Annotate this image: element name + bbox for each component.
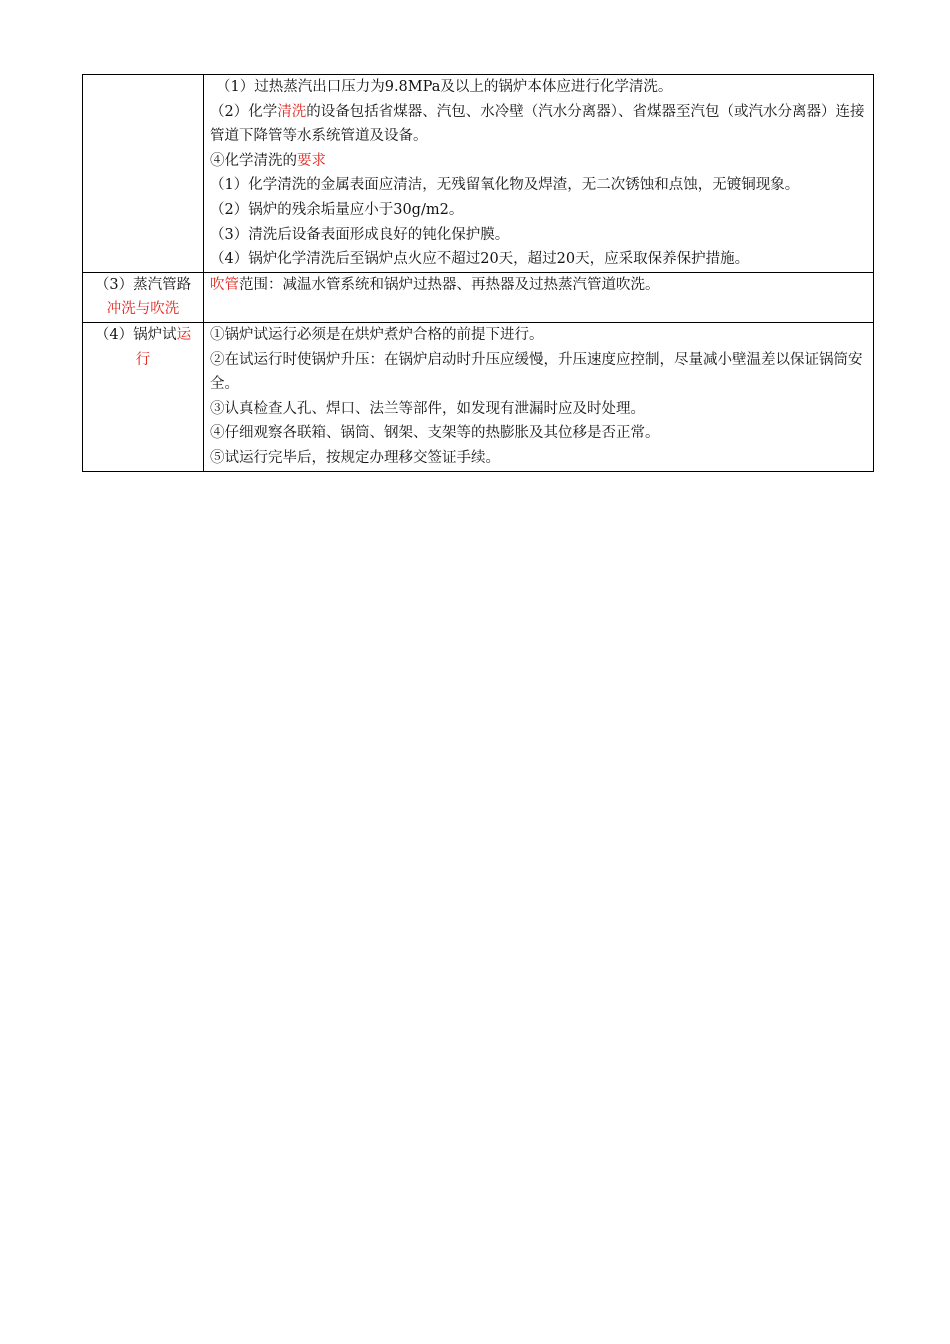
- text-line: [210, 323, 867, 348]
- highlight-segment: 吹管: [210, 276, 239, 293]
- text-line: [210, 446, 867, 471]
- row-body-chemical-cleaning: [204, 75, 874, 273]
- text-segment: （2）化学: [210, 103, 278, 120]
- text-segment: （3）清洗后设备表面形成良好的钝化保护膜。: [210, 226, 510, 243]
- text-segment: ②在试运行时使锅炉升压：在锅炉启动时升压应缓慢，升压速度应控制，尽量减小壁温差以保证锅筒安全。: [210, 351, 863, 393]
- text-segment: ①锅炉试运行必须是在烘炉煮炉合格的前提下进行。: [210, 326, 544, 343]
- row-body-trial-run: [204, 322, 874, 471]
- text-segment: （2）锅炉的残余垢量应小于30g/m2。: [210, 201, 464, 218]
- text-line: [210, 247, 867, 272]
- text-segment: ④化学清洗的: [210, 152, 297, 169]
- row-label-steam-pipe: [83, 272, 204, 322]
- content-table: [82, 74, 874, 472]
- label-text: （3）蒸汽管路: [94, 276, 192, 293]
- highlight-segment: 要求: [297, 152, 326, 169]
- text-line: [210, 149, 867, 174]
- table-row-chemical-cleaning: [83, 75, 874, 273]
- label-text: （4）锅炉试: [94, 326, 177, 343]
- row-label-empty: [83, 75, 204, 273]
- text-segment: （4）锅炉化学清洗后至锅炉点火应不超过20天，超过20天，应采取保养保护措施。: [210, 251, 750, 268]
- text-line: [210, 198, 867, 223]
- text-line: [210, 223, 867, 248]
- text-segment: ⑤试运行完毕后，按规定办理移交签证手续。: [210, 449, 500, 466]
- text-line: [210, 173, 867, 198]
- label-highlight: 冲洗与吹洗: [106, 301, 180, 318]
- text-line: [210, 100, 867, 149]
- text-line: [210, 421, 867, 446]
- text-line: [210, 75, 867, 100]
- text-segment: （1）过热蒸汽出口压力为9.8MPa及以上的锅炉本体应进行化学清洗。: [216, 79, 673, 95]
- highlight-segment: 清洗: [277, 103, 307, 120]
- text-line: [210, 397, 867, 422]
- label-line: [89, 323, 197, 372]
- table-row-boiler-trial-run: [83, 322, 874, 471]
- text-line: [210, 273, 867, 298]
- blank-line: [210, 297, 867, 322]
- table-row-steam-pipe-flushing: [83, 272, 874, 322]
- text-segment: 范围：减温水管系统和锅炉过热器、再热器及过热蒸汽管道吹洗。: [239, 276, 660, 293]
- text-segment: ③认真检查人孔、焊口、法兰等部件，如发现有泄漏时应及时处理。: [210, 400, 645, 417]
- text-segment: ④仔细观察各联箱、锅筒、钢架、支架等的热膨胀及其位移是否正常。: [210, 425, 660, 442]
- text-segment: 的设备包括省煤器、汽包、水冷壁（汽水分离器）、省煤器至汽包（或汽水分离器）连接管道下降管等水系统管道及设备。: [210, 103, 865, 145]
- label-highlight: 运行: [135, 326, 192, 368]
- text-segment: （1）化学清洗的金属表面应清洁，无残留氧化物及焊渣，无二次锈蚀和点蚀，无镀铜现象。: [210, 177, 800, 194]
- text-line: [210, 348, 867, 397]
- row-label-trial-run: [83, 322, 204, 471]
- row-body-steam-pipe: [204, 272, 874, 322]
